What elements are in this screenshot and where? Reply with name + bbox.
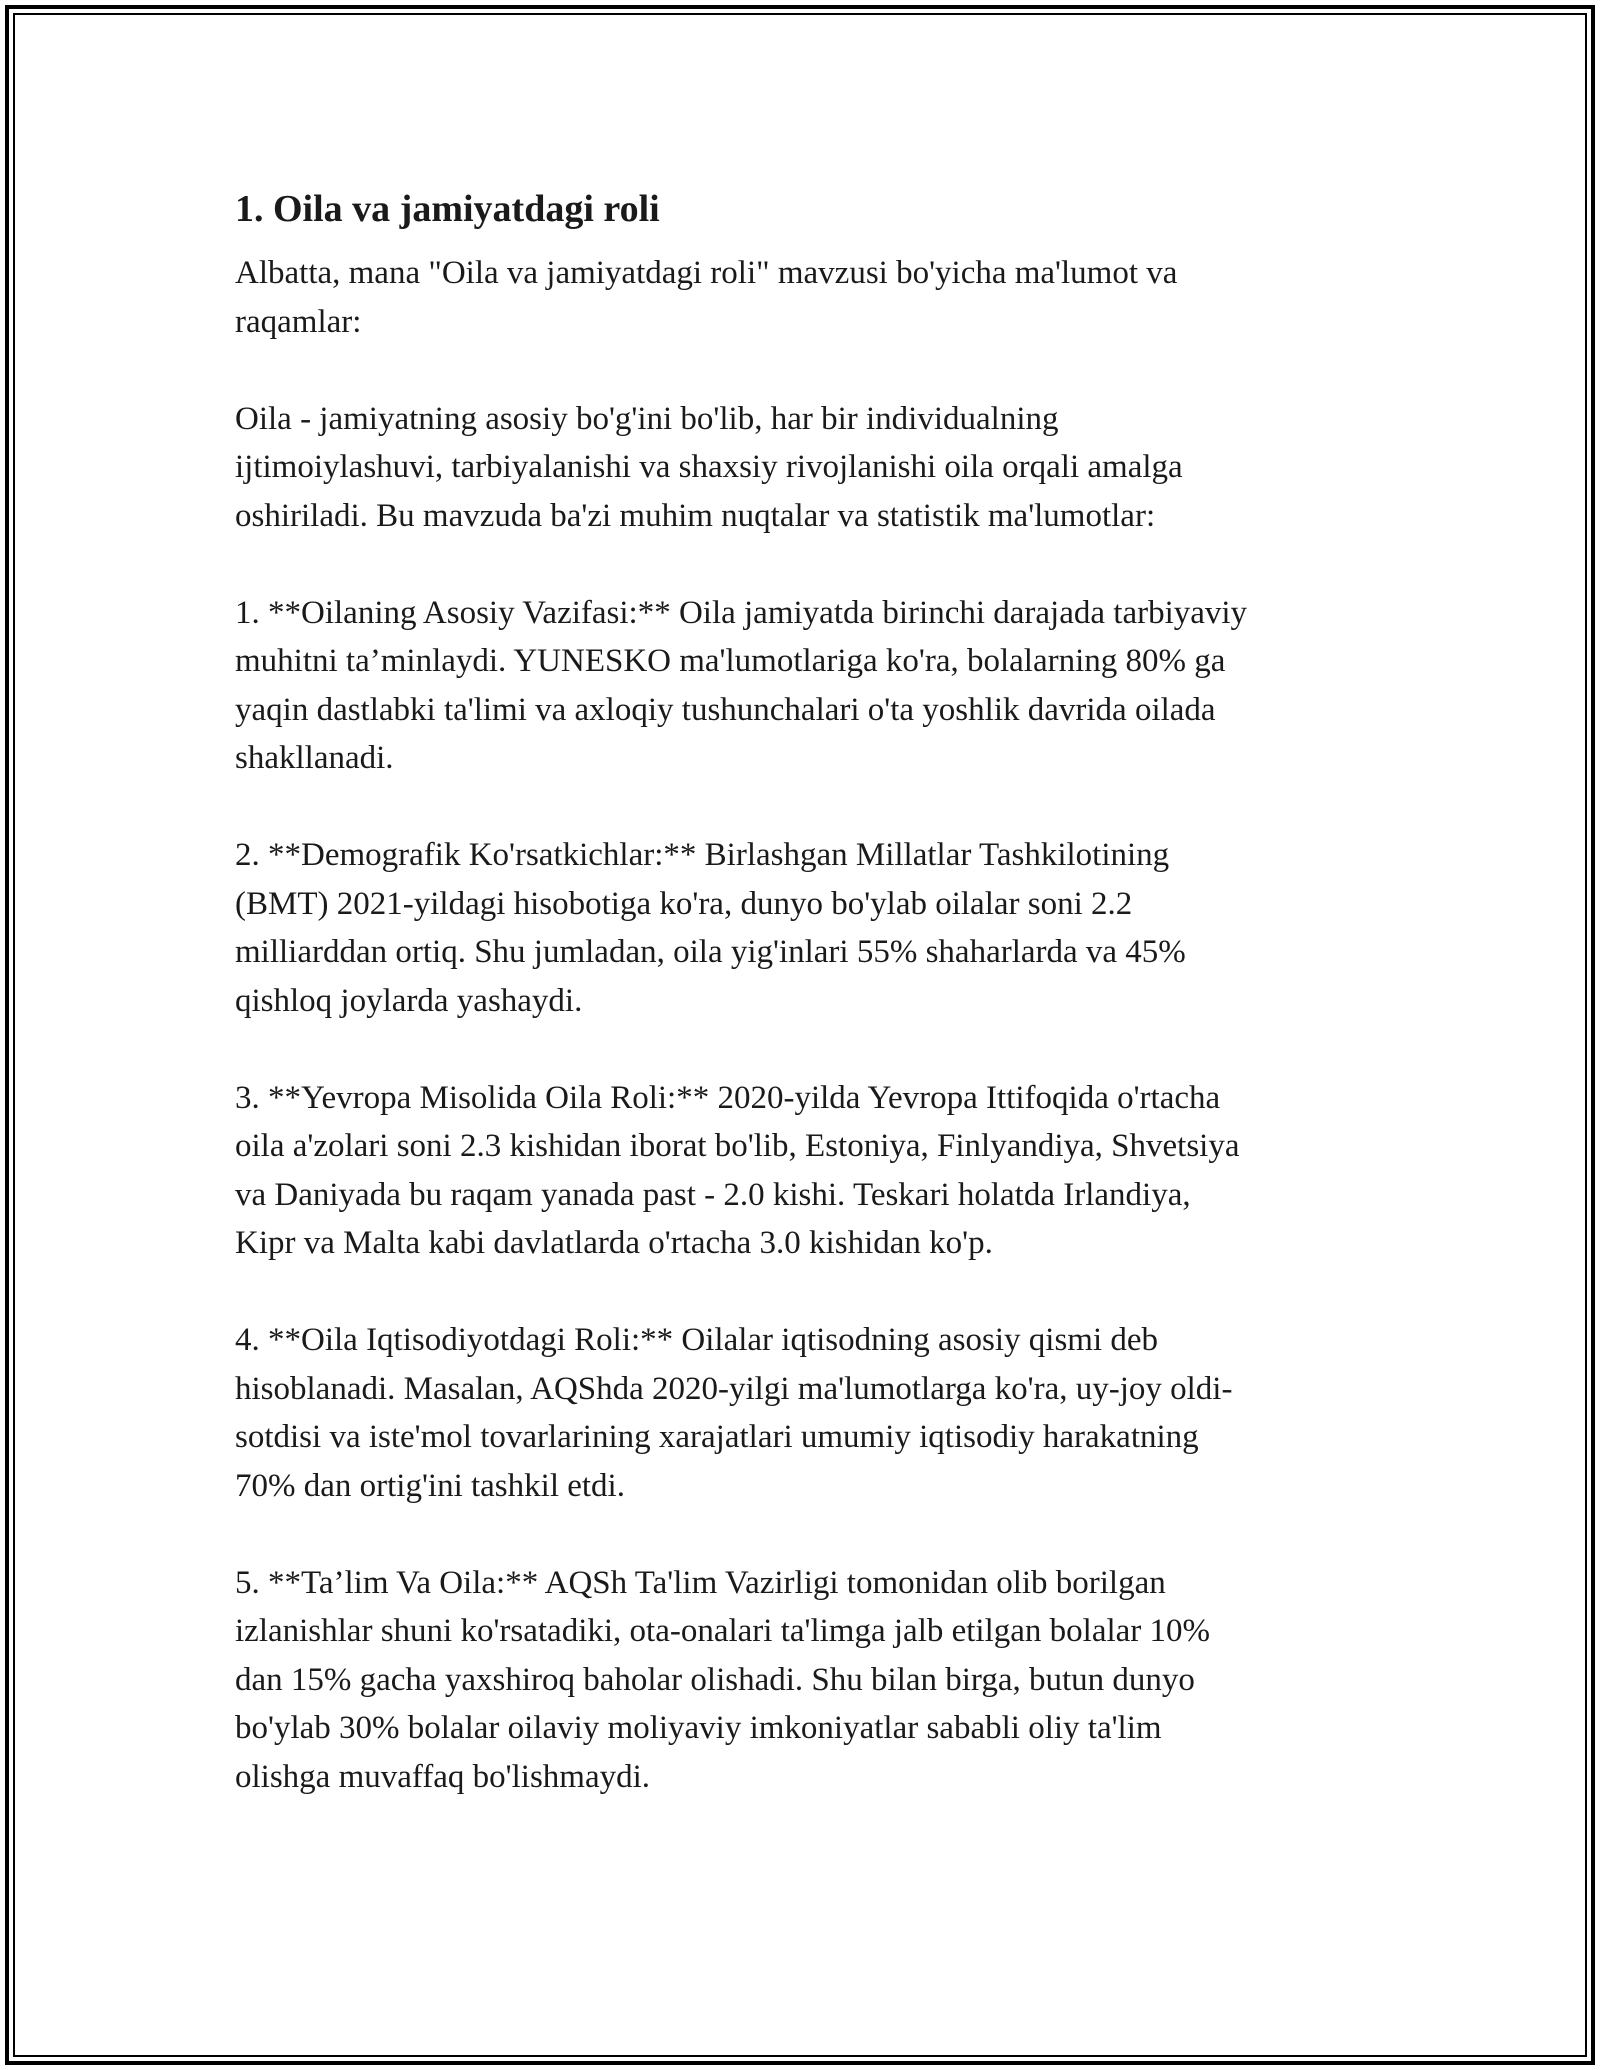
- point-4-paragraph: 4. **Oila Iqtisodiyotdagi Roli:** Oilalar iqtisodning asosiy qismi deb hisoblanadi. Masalan, AQShda 2020-yilgi ma'lumotlarga ko'ra, uy-joy oldi- sotdisi va iste'mol tovarlarining xarajatlari umumiy iqtisodiy harakatning 70% dan ortig'ini tashkil etdi.: [235, 1322, 1233, 1504]
- point-5-paragraph: 5. **Ta’lim Va Oila:** AQSh Ta'lim Vazirligi tomonidan olib borilgan izlanishlar shuni ko'rsatadiki, ota-onalari ta'limga jalb etilgan bolalar 10% dan 15% gacha yaxshiroq baholar olishadi. Shu bilan birga, butun dunyo bo'ylab 30% bolalar oilaviy moliyaviy imkoniyatlar sababli oliy ta'lim olishga muvaffaq bo'lishmaydi.: [235, 1564, 1211, 1795]
- point-2-paragraph: 2. **Demografik Ko'rsatkichlar:** Birlashgan Millatlar Tashkilotining (BMT) 2021-yildagi hisobotiga ko'ra, dunyo bo'ylab oilalar soni 2.2 milliarddan ortiq. Shu jumladan, oila yig'inlari 55% shaharlarda va 45% qishloq joylarda yashaydi.: [235, 837, 1186, 1019]
- point-1-paragraph: 1. **Oilaning Asosiy Vazifasi:** Oila jamiyatda birinchi darajada tarbiyaviy muhitni ta’minlaydi. YUNESKO ma'lumotlariga ko'ra, bolalarning 80% ga yaqin dastlabki ta'limi va axloqiy tushunchalari o'ta yoshlik davrida oilada shakllanadi.: [235, 594, 1248, 776]
- intro-paragraph: Albatta, mana "Oila va jamiyatdagi roli" mavzusi bo'yicha ma'lumot va raqamlar:: [235, 255, 1178, 340]
- point-3-paragraph: 3. **Yevropa Misolida Oila Roli:** 2020-yilda Yevropa Ittifoqida o'rtacha oila a'zolari soni 2.3 kishidan iborat bo'lib, Estoniya, Finlyandiya, Shvetsiya va Daniyada bu raqam yanada past - 2.0 kishi. Teskari holatda Irlandiya, Kipr va Malta kabi davlatlarda o'rtacha 3.0 kishidan ko'p.: [235, 1079, 1240, 1261]
- document-title: 1. Oila va jamiyatdagi roli: [235, 188, 660, 230]
- overview-paragraph: Oila - jamiyatning asosiy bo'g'ini bo'lib, har bir individualning ijtimoiylashuvi, tarbiyalanishi va shaxsiy rivojlanishi oila orqali amalga oshiriladi. Bu mavzuda ba'zi muhim nuqtalar va statistik ma'lumotlar:: [235, 400, 1183, 534]
- document-body: [235, 185, 1395, 1850]
